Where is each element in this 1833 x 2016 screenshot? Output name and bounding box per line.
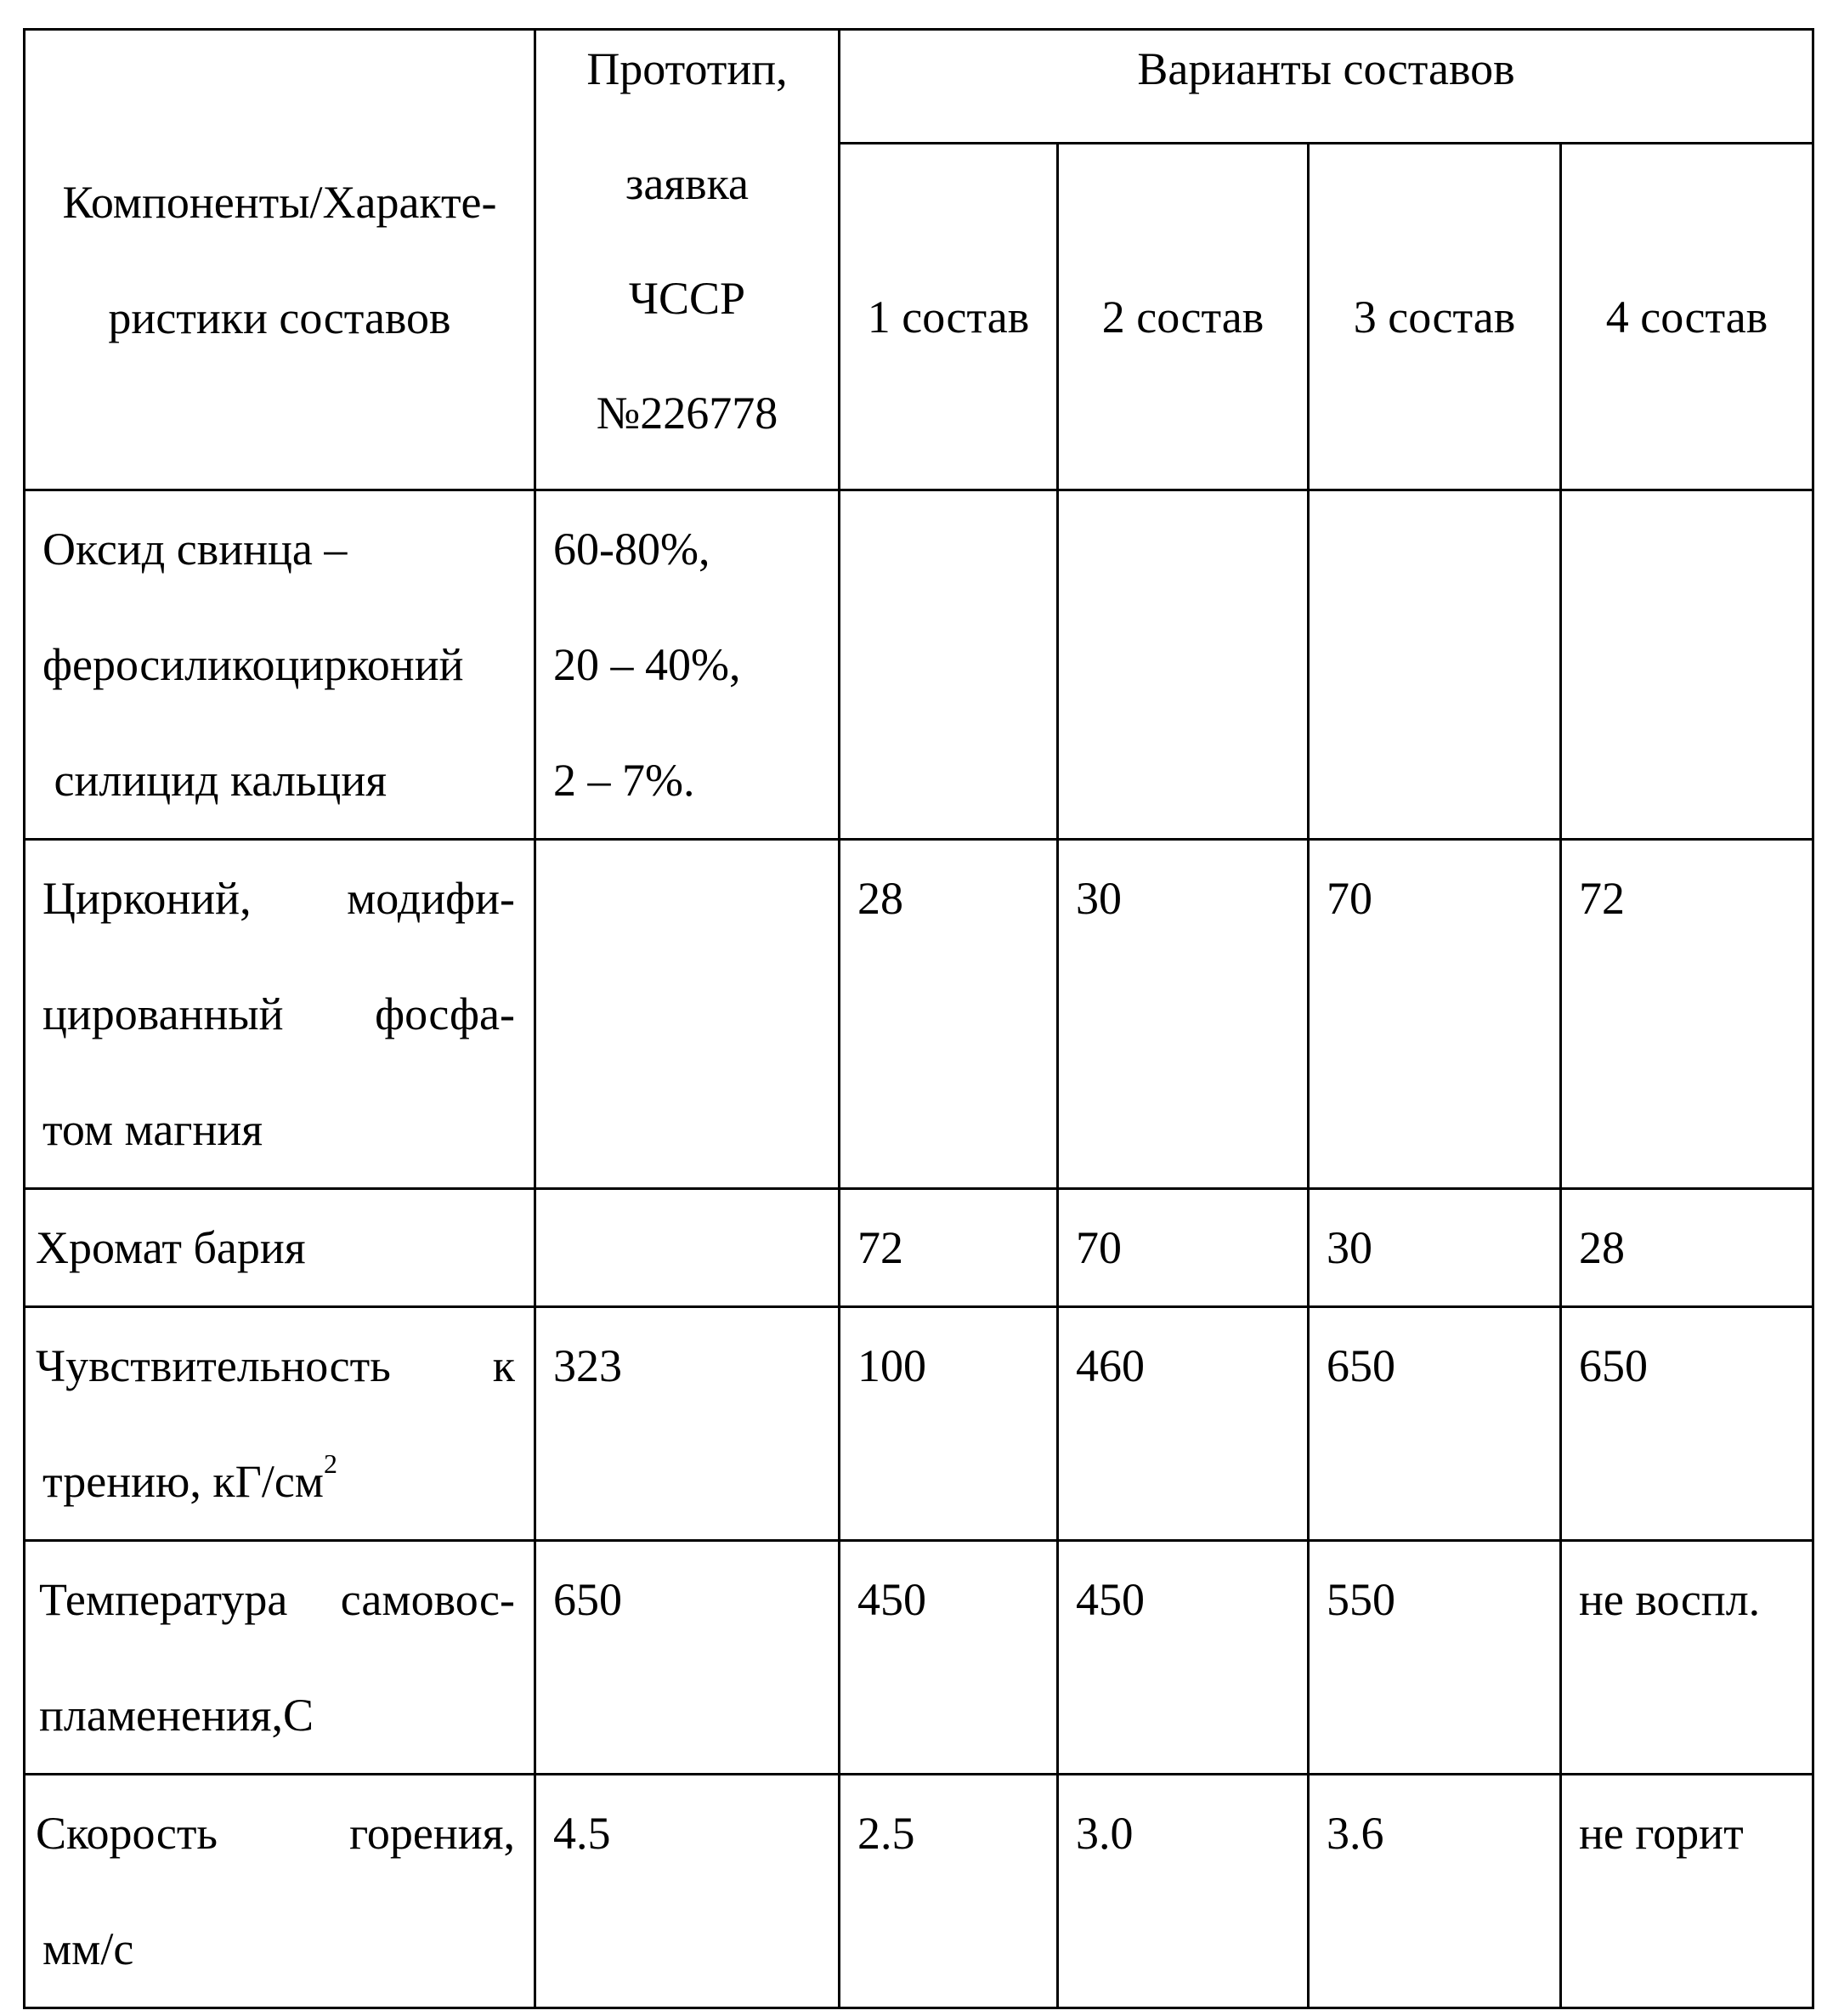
header-text: ристики составов [25, 260, 534, 376]
header-prototype [535, 30, 840, 490]
header-variant-4: 4 состав [1561, 144, 1813, 490]
header-variant-3: 3 состав [1309, 144, 1561, 490]
prototype-cell: 323 [535, 1307, 840, 1541]
prototype-cell: 4.5 [535, 1775, 840, 2008]
label-line: мм/с [36, 1891, 515, 2007]
prototype-cell [535, 1189, 840, 1307]
value-cell [1561, 490, 1813, 840]
value-cell: 30 [1058, 840, 1309, 1189]
value-line: 60-80%, [553, 491, 823, 607]
label-line: феросиликоцирконий [42, 607, 515, 722]
label-line: трению, кГ/см [42, 1456, 324, 1507]
value-cell: 72 [840, 1189, 1058, 1307]
value-cell: 450 [1058, 1541, 1309, 1775]
value-cell: 3.0 [1058, 1775, 1309, 2008]
row-label [25, 1307, 535, 1541]
header-components [25, 30, 535, 490]
header-text: Компоненты/Характе- [25, 144, 534, 260]
value-cell: 3.6 [1309, 1775, 1561, 2008]
label-line: Температура самовос- [39, 1542, 515, 1657]
label-line: том магния [42, 1072, 515, 1187]
value-cell: не воспл. [1561, 1541, 1813, 1775]
value-cell: 100 [840, 1307, 1058, 1541]
label-line: Цирконий, модифи- [42, 841, 515, 956]
table-row [25, 1307, 1813, 1541]
table-row [25, 1189, 1813, 1307]
header-variant-2: 2 состав [1058, 144, 1309, 490]
value-cell: 460 [1058, 1307, 1309, 1541]
table-row [25, 490, 1813, 840]
label-line: пламенения,С [39, 1657, 515, 1773]
label-line: Чувствительность к [36, 1308, 515, 1424]
table-row [25, 1541, 1813, 1775]
prototype-cell: 650 [535, 1541, 840, 1775]
table-row [25, 1775, 1813, 2008]
prototype-cell [535, 840, 840, 1189]
value-cell: 28 [1561, 1189, 1813, 1307]
header-variants [840, 30, 1813, 144]
value-cell: 2.5 [840, 1775, 1058, 2008]
value-line: 2 – 7%. [553, 722, 823, 838]
row-label [25, 490, 535, 840]
value-cell: 28 [840, 840, 1058, 1189]
table-row [25, 840, 1813, 1189]
superscript: 2 [324, 1448, 337, 1479]
header-text: Прототип, [536, 31, 838, 107]
value-cell: 70 [1058, 1189, 1309, 1307]
header-variant-1: 1 состав [840, 144, 1058, 490]
composition-table [23, 28, 1814, 2009]
value-cell: 30 [1309, 1189, 1561, 1307]
value-cell: 450 [840, 1541, 1058, 1775]
prototype-cell [535, 490, 840, 840]
value-cell [1309, 490, 1561, 840]
value-cell: 550 [1309, 1541, 1561, 1775]
row-label [25, 1541, 535, 1775]
value-cell: 70 [1309, 840, 1561, 1189]
header-text: заявка [536, 107, 838, 222]
label-line: цированный фосфа- [42, 956, 515, 1072]
value-cell: 650 [1309, 1307, 1561, 1541]
header-text: №226778 [536, 337, 838, 451]
value-cell [840, 490, 1058, 840]
value-cell: не горит [1561, 1775, 1813, 2008]
row-label [25, 840, 535, 1189]
row-label [25, 1189, 535, 1307]
label-line: Скорость горения, [36, 1775, 515, 1891]
header-text: ЧССР [536, 222, 838, 337]
row-label [25, 1775, 535, 2008]
value-cell [1058, 490, 1309, 840]
label-line: Хромат бария [36, 1190, 515, 1305]
value-cell: 72 [1561, 840, 1813, 1189]
value-cell: 650 [1561, 1307, 1813, 1541]
value-line: 20 – 40%, [553, 607, 823, 722]
label-line: Оксид свинца – [42, 491, 515, 607]
header-text: Варианты составов [1137, 43, 1514, 94]
label-line: силицид кальция [42, 722, 515, 838]
